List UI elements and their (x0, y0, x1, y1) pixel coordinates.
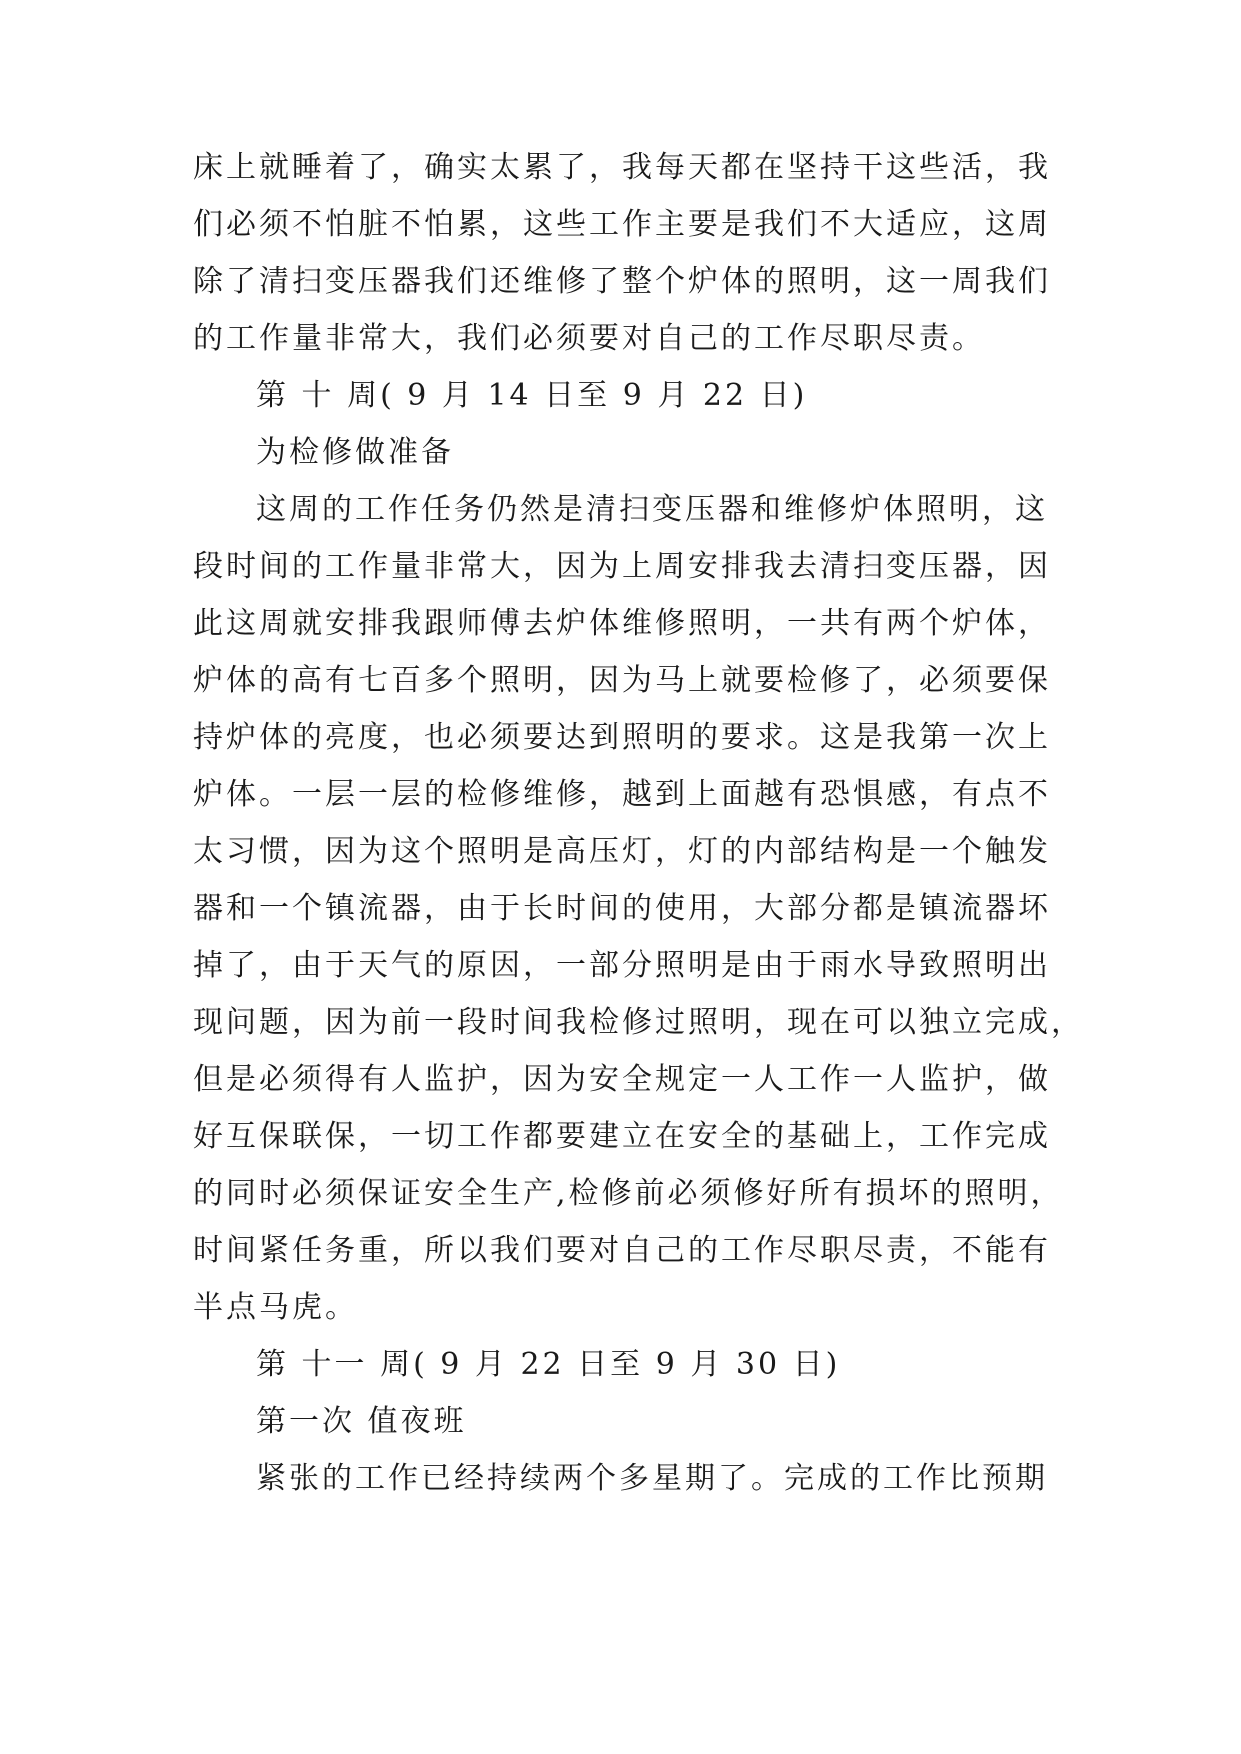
paragraph-line: 好互保联保，一切工作都要建立在安全的基础上，工作完成 (193, 1119, 1051, 1154)
paragraph-line: 掉了，由于天气的原因，一部分照明是由于雨水导致照明出 (193, 948, 1051, 983)
paragraph-line: 炉体的高有七百多个照明，因为马上就要检修了，必须要保 (193, 663, 1051, 698)
week-heading: 第 十 周( 9 月 14 日至 9 月 22 日) (256, 378, 808, 413)
paragraph-line: 的工作量非常大，我们必须要对自己的工作尽职尽责。 (193, 321, 985, 356)
paragraph-line: 现问题，因为前一段时间我检修过照明，现在可以独立完成， (193, 1005, 1084, 1040)
paragraph-line: 段时间的工作量非常大，因为上周安排我去清扫变压器，因 (193, 549, 1051, 584)
paragraph-line: 床上就睡着了，确实太累了，我每天都在坚持干这些活，我 (193, 150, 1051, 185)
paragraph-line: 持炉体的亮度，也必须要达到照明的要求。这是我第一次上 (193, 720, 1051, 755)
paragraph-line: 此这周就安排我跟师傅去炉体维修照明，一共有两个炉体， (193, 606, 1051, 641)
paragraph-line: 的同时必须保证安全生产,检修前必须修好所有损坏的照明， (193, 1176, 1064, 1211)
paragraph-line: 除了清扫变压器我们还维修了整个炉体的照明，这一周我们 (193, 264, 1051, 299)
paragraph-line: 时间紧任务重，所以我们要对自己的工作尽职尽责，不能有 (193, 1233, 1051, 1268)
paragraph-line: 炉体。一层一层的检修维修，越到上面越有恐惧感，有点不 (193, 777, 1051, 812)
paragraph-line: 半点马虎。 (193, 1290, 358, 1325)
paragraph-line: 但是必须得有人监护，因为安全规定一人工作一人监护，做 (193, 1062, 1051, 1097)
section-subtitle: 为检修做准备 (256, 435, 454, 470)
paragraph-line: 器和一个镇流器，由于长时间的使用，大部分都是镇流器坏 (193, 891, 1051, 926)
week-heading: 第 十一 周( 9 月 22 日至 9 月 30 日) (256, 1347, 841, 1382)
section-subtitle: 第一次 值夜班 (256, 1404, 467, 1439)
paragraph-line: 这周的工作任务仍然是清扫变压器和维修炉体照明，这 (256, 492, 1048, 527)
paragraph-line: 太习惯，因为这个照明是高压灯，灯的内部结构是一个触发 (193, 834, 1051, 869)
paragraph-line: 们必须不怕脏不怕累，这些工作主要是我们不大适应，这周 (193, 207, 1051, 242)
paragraph-line: 紧张的工作已经持续两个多星期了。完成的工作比预期 (256, 1461, 1048, 1496)
